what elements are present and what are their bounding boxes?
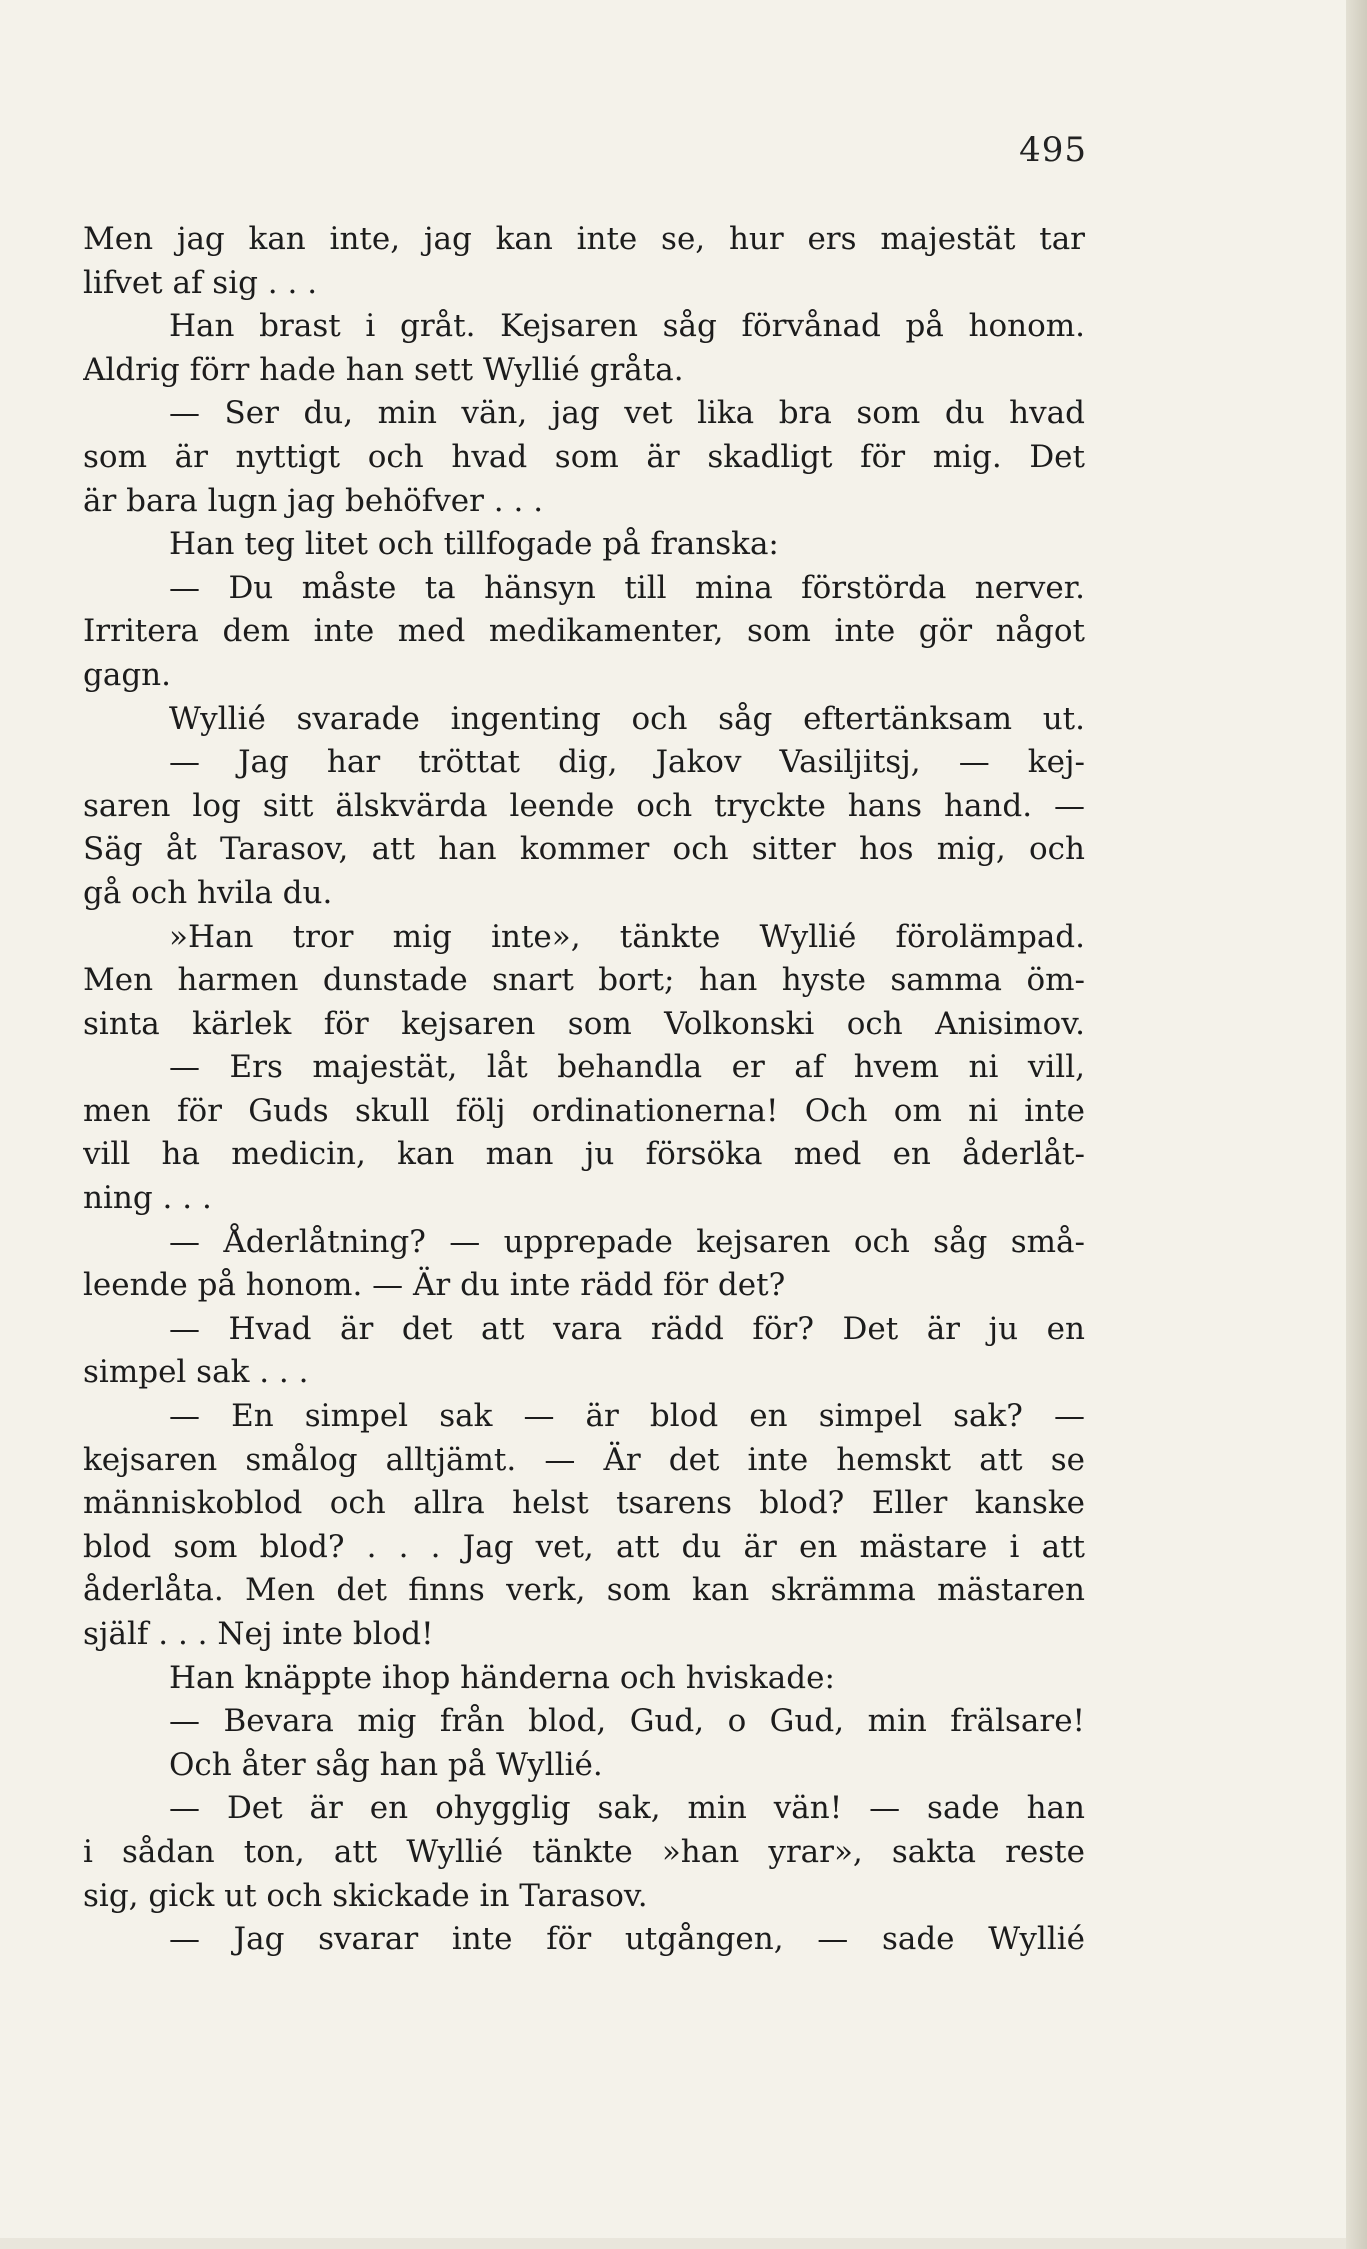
text-line: simpel sak . . . [83, 1354, 309, 1391]
text-line: Säg åt Tarasov, att han kommer och sitter hos mig, och [83, 831, 1085, 868]
text-line: gagn. [83, 656, 171, 693]
text-line: Han knäppte ihop händerna och hviskade: [169, 1659, 835, 1696]
text-line: men för Guds skull följ ordinationerna! Och om ni inte [83, 1092, 1085, 1129]
text-line: Han brast i gråt. Kejsaren såg förvånad på honom. [169, 308, 1085, 345]
text-line: gå och hvila du. [83, 874, 333, 911]
text-line: leende på honom. — Är du inte rädd för det? [83, 1267, 786, 1304]
text-line: Aldrig förr hade han sett Wyllié gråta. [83, 351, 684, 388]
text-line: sinta kärlek för kejsaren som Volkonski och Anisimov. [83, 1005, 1085, 1042]
text-line: Han teg litet och tillfogade på franska: [169, 526, 779, 563]
text-line: är bara lugn jag behöfver . . . [83, 482, 544, 519]
text-line: — Du måste ta hänsyn till mina förstörda nerver. [169, 569, 1085, 606]
text-line: kejsaren smålog alltjämt. — Är det inte hemskt att se [83, 1441, 1085, 1478]
text-line: Wyllié svarade ingenting och såg eftertänksam ut. [169, 700, 1085, 737]
body-text [83, 218, 1085, 1962]
text-line: — Ser du, min vän, jag vet lika bra som du hvad [169, 395, 1085, 432]
text-line: blod som blod? . . . Jag vet, att du är en mästare i att [83, 1528, 1085, 1565]
page-edge [1346, 0, 1367, 2249]
text-line: vill ha medicin, kan man ju försöka med en åderlåt- [83, 1136, 1085, 1173]
text-line: — Åderlåtning? — upprepade kejsaren och såg små- [169, 1223, 1085, 1260]
text-line: — En simpel sak — är blod en simpel sak? — [169, 1398, 1085, 1435]
text-line: — Ers majestät, låt behandla er af hvem ni vill, [169, 1049, 1085, 1086]
page-number: 495 [1019, 130, 1087, 170]
text-line: »Han tror mig inte», tänkte Wyllié förolämpad. [169, 918, 1085, 955]
text-line: människoblod och allra helst tsarens blod? Eller kanske [83, 1485, 1085, 1522]
text-line: saren log sitt älskvärda leende och tryckte hans hand. — [83, 787, 1085, 824]
text-line: sig, gick ut och skickade in Tarasov. [83, 1877, 648, 1914]
text-line: i sådan ton, att Wyllié tänkte »han yrar», sakta reste [83, 1833, 1085, 1870]
text-line: — Hvad är det att vara rädd för? Det är ju en [169, 1310, 1085, 1347]
text-line: åderlåta. Men det finns verk, som kan skrämma mästaren [83, 1572, 1085, 1609]
text-line: Men jag kan inte, jag kan inte se, hur ers majestät tar [83, 221, 1085, 257]
text-line: själf . . . Nej inte blod! [83, 1616, 434, 1652]
text-line: — Det är en ohygglig sak, min vän! — sade han [169, 1790, 1085, 1827]
text-line: — Jag har tröttat dig, Jakov Vasiljitsj, — kej- [169, 744, 1085, 781]
text-line: som är nyttigt och hvad som är skadligt för mig. Det [83, 438, 1085, 475]
text-line: ning . . . [83, 1180, 212, 1217]
text-line: — Bevara mig från blod, Gud, o Gud, min frälsare! [169, 1703, 1085, 1740]
text-line: — Jag svarar inte för utgången, — sade Wyllié [169, 1921, 1085, 1958]
text-line: lifvet af sig . . . [83, 264, 318, 301]
text-line: Irritera dem inte med medikamenter, som inte gör något [83, 613, 1085, 650]
text-line: Men harmen dunstade snart bort; han hyste samma öm- [83, 962, 1085, 999]
text-line: Och åter såg han på Wyllié. [169, 1746, 603, 1783]
